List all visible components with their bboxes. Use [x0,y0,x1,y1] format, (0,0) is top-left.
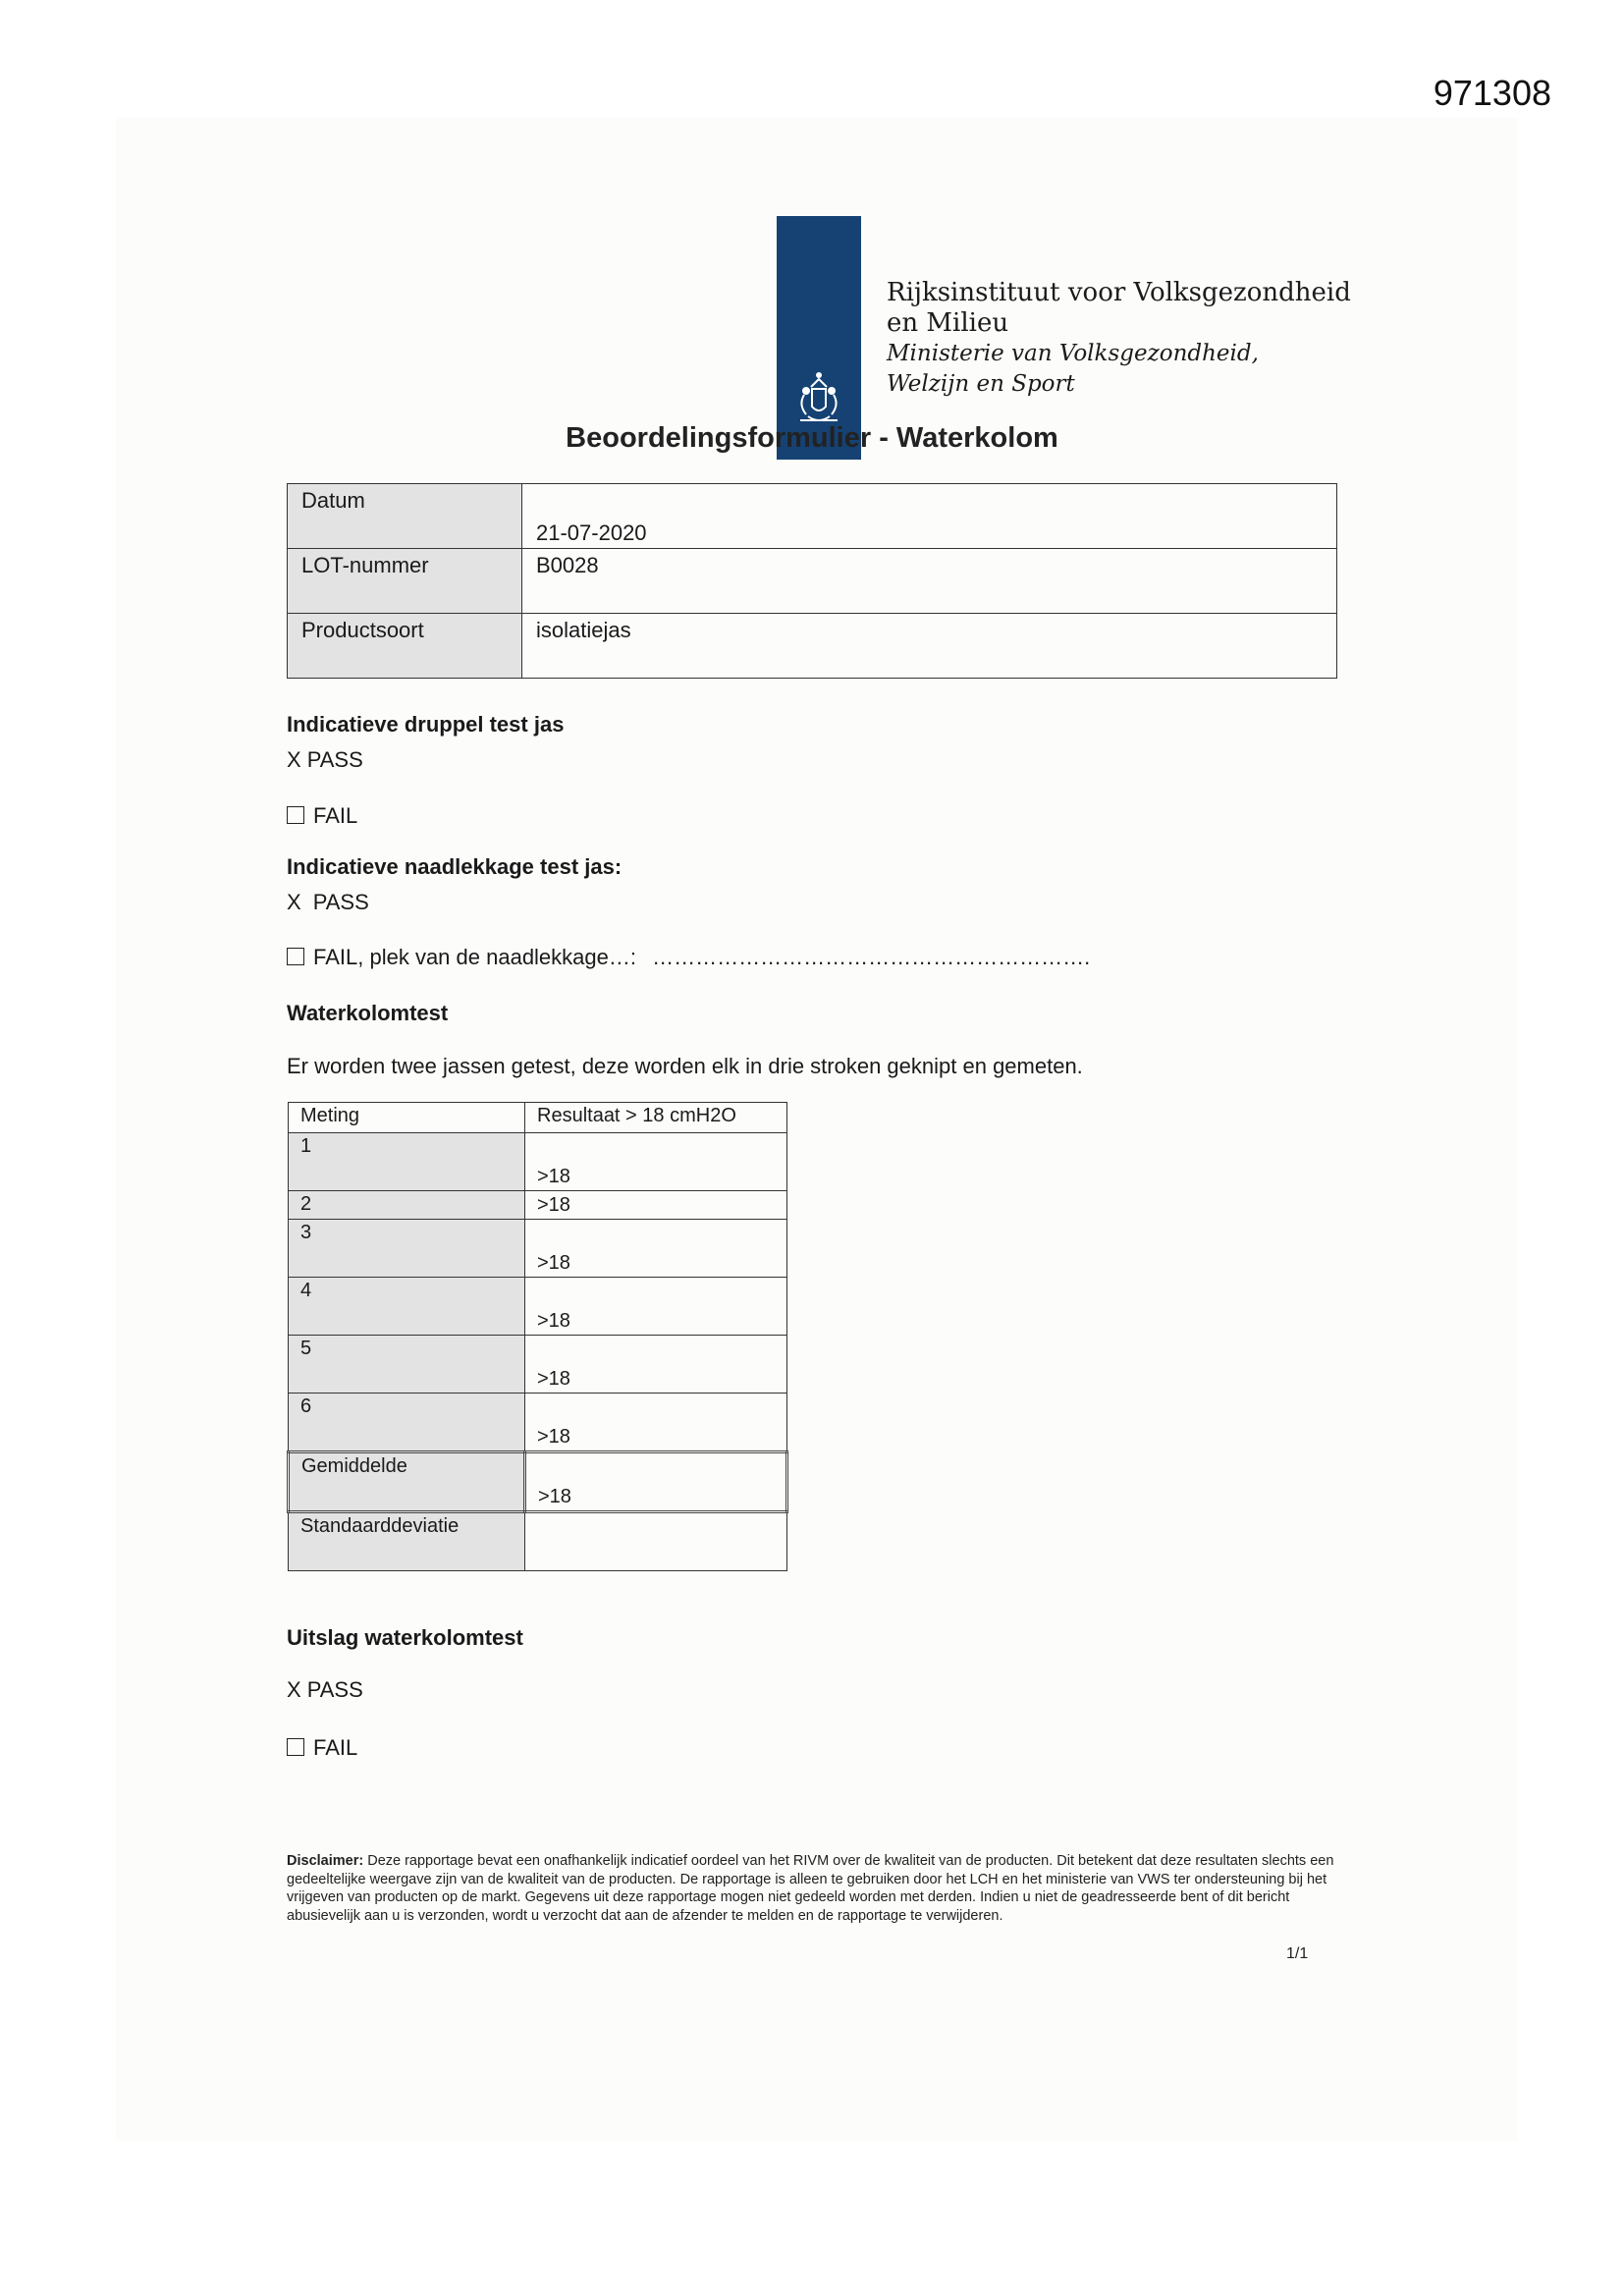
fail-dots: ……………………………………………………. [652,945,1091,969]
meting-label: 5 [289,1336,525,1394]
table-header-row [289,1103,787,1133]
table-row [289,1133,787,1191]
pass-label: PASS [306,1677,363,1702]
table-row [289,1278,787,1336]
checkbox-icon[interactable] [287,1738,304,1756]
sd-value [525,1512,787,1571]
organisation-name [887,278,1351,400]
lot-value: B0028 [522,549,1337,614]
mean-row [289,1452,787,1512]
checkbox-icon[interactable] [287,948,304,965]
document-number: 971308 [1433,73,1551,113]
pass-label: PASS [306,747,363,772]
fail-label: FAIL [313,1735,358,1760]
fail-label: FAIL [313,803,358,828]
sd-row [289,1512,787,1571]
drop-test-fail [287,803,357,829]
disclaimer-label: Disclaimer: [287,1853,364,1869]
mean-label: Gemiddelde [289,1452,525,1512]
pass-mark: X [287,890,301,914]
meting-value: >18 [525,1278,787,1336]
pass-mark: X [287,747,301,772]
col-meting: Meting [289,1103,525,1133]
table-row [289,1394,787,1452]
meting-value: >18 [525,1191,787,1220]
meting-value: >18 [525,1336,787,1394]
table-row [288,484,1337,549]
result-fail [287,1735,357,1761]
fail-label: FAIL, plek van de naadlekkage…: [313,945,636,969]
disclaimer-text: Deze rapportage bevat een onafhankelijk indicatief oordeel van het RIVM over de kwaliteit van de producten. Dit betekent dat deze resultaten slechts een gedeeltelijke weergave zijn van de kwaliteit van de producten. De rapportage is alleen te gebruiken door het LCH en het ministerie van VWS ter ondersteuning bij het vrijgeven van producten op de markt. Gegevens uit deze rapportage mogen niet gedeeld worden met derden. Indien u niet de geadresseerde bent of dit bericht abusievelijk aan u is verzonden, wordt u verzocht dat aan de afzender te melden en de rapportage te verwijderen. [287,1853,1334,1924]
sd-label: Standaarddeviatie [289,1512,525,1571]
needle-test-pass [287,890,369,915]
disclaimer [287,1852,1342,1925]
meting-label: 6 [289,1394,525,1452]
table-row [289,1191,787,1220]
table-row [288,614,1337,679]
measurement-table [287,1102,788,1571]
meting-label: 4 [289,1278,525,1336]
drop-test-heading: Indicatieve druppel test jas [287,712,565,737]
water-column-intro: Er worden twee jassen getest, deze worden elk in drie stroken geknipt en gemeten. [287,1054,1083,1078]
pass-mark: X [287,1677,301,1702]
needle-test-heading: Indicatieve naadlekkage test jas: [287,854,623,879]
col-resultaat: Resultaat > 18 cmH2O [525,1103,787,1133]
product-label: Productsoort [288,614,522,679]
result-heading: Uitslag waterkolomtest [287,1625,523,1650]
drop-test-pass [287,747,363,773]
lot-label: LOT-nummer [288,549,522,614]
page-title: Beoordelingsformulier - Waterkolom [566,422,1058,454]
org-line-1: Rijksinstituut voor Volksgezondheid [887,278,1351,307]
org-line-4: Welzijn en Sport [887,371,1075,397]
water-column-heading: Waterkolomtest [287,1001,449,1025]
meting-value: >18 [525,1133,787,1191]
meting-value: >18 [525,1394,787,1452]
checkbox-icon[interactable] [287,806,304,824]
result-pass [287,1677,363,1703]
meting-label: 2 [289,1191,525,1220]
needle-test-fail [287,945,1090,970]
org-line-3: Ministerie van Volksgezondheid, [887,341,1259,366]
datum-value: 21-07-2020 [522,484,1337,549]
page-number: 1/1 [1286,1945,1309,1962]
org-line-2: en Milieu [887,308,1009,338]
table-row [289,1336,787,1394]
meting-label: 1 [289,1133,525,1191]
meting-label: 3 [289,1220,525,1278]
info-table [287,483,1337,679]
meting-value: >18 [525,1220,787,1278]
table-row [289,1220,787,1278]
pass-label: PASS [312,890,369,914]
datum-label: Datum [288,484,522,549]
table-row [288,549,1337,614]
product-value: isolatiejas [522,614,1337,679]
mean-value: >18 [525,1452,787,1512]
